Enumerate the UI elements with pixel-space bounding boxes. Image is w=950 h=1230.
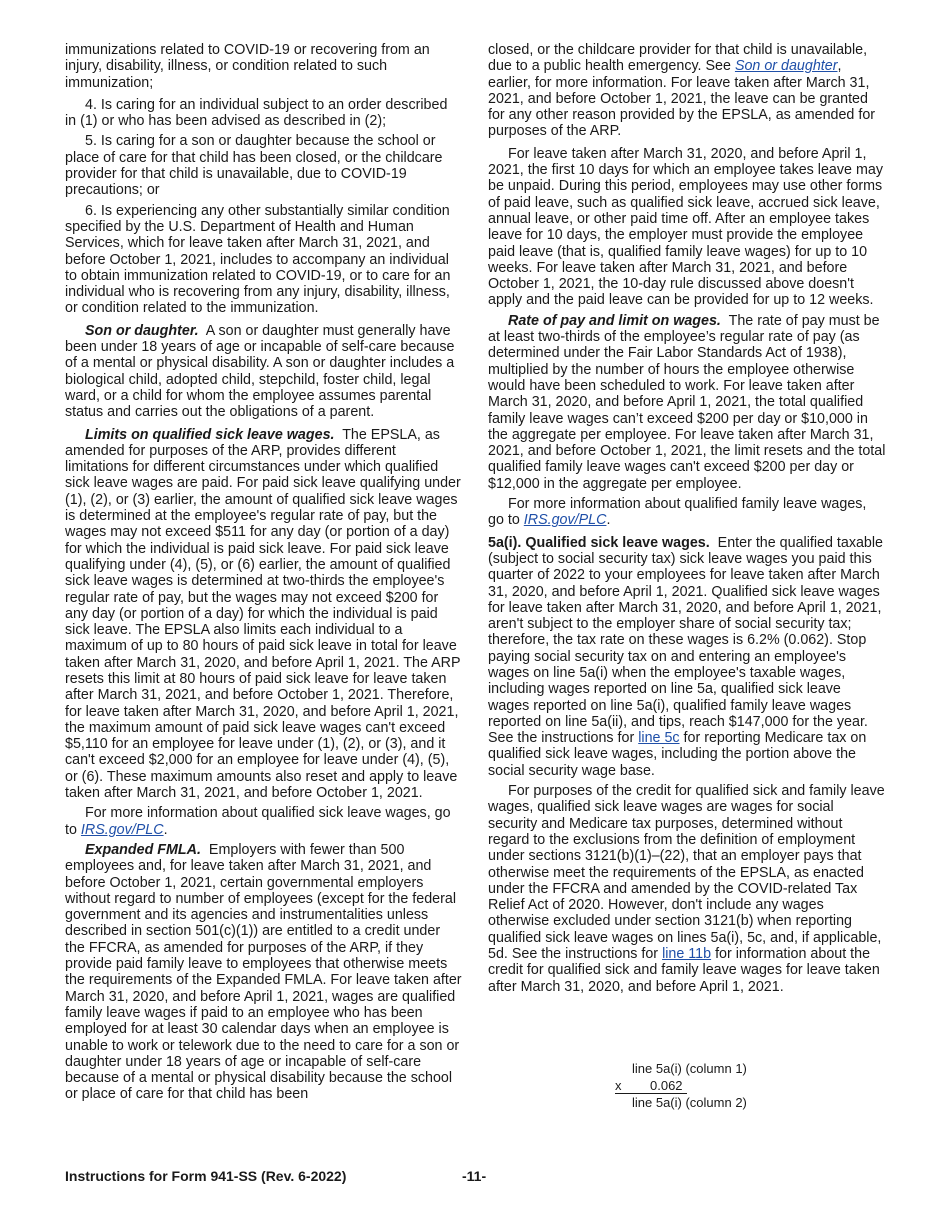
calc-row-3	[615, 1094, 775, 1111]
paragraph-rate-of-pay	[488, 313, 886, 492]
text-credit-b: for information about the credit for qualified sick and family leave wages for leave taken after March 31, 2020, and before April 1, 2021.	[488, 946, 880, 995]
text-5ai-b: for reporting Medicare tax on qualified sick leave wages, including the portion above the social security wage base.	[488, 730, 867, 779]
paragraph-first-10-days: For leave taken after March 31, 2020, and before April 1, 2021, the first 10 days for which an employee takes leave may be unpaid. During this period, employees may use other forms of paid leave, such as qualified sick leave, accrued sick leave, annual leave, or other paid time off. After an employee takes leave for 10 days, the employer must provide the employee paid leave (that is, qualified family leave wages) for up to 10 weeks. For leave taken after March 31, 2021, and before October 1, 2021, the 10-day rule discussed above doesn't apply and the paid leave can be provided for up to 12 weeks.	[488, 145, 883, 309]
paragraph-5ai	[488, 535, 886, 779]
paragraph-item-4: 4. Is caring for an individual subject to an order described in (1) or who has been advised as described in (2);	[65, 96, 448, 130]
text-more-info-sick: For more information about qualified sick leave wages, go to	[65, 805, 451, 838]
calculation-block	[615, 1060, 775, 1111]
heading-limits-sick-leave: Limits on qualified sick leave wages.	[85, 426, 335, 443]
text-more-info-family: For more information about qualified family leave wages, go to	[488, 496, 867, 529]
heading-son-or-daughter: Son or daughter.	[85, 322, 199, 339]
calc-line-5ai-col2: line 5a(i) (column 2)	[632, 1095, 747, 1110]
link-irs-plc-family[interactable]: IRS.gov/PLC	[523, 512, 607, 529]
text-closed-a: closed, or the childcare provider for that child is unavailable, due to a public health emergency. See	[488, 42, 868, 75]
text-son-or-daughter: A son or daughter must generally have been under 18 years of age or incapable of self-care because of a mental or physical disability. A son or daughter includes a biological child, adopted child, stepchild, foster child, legal ward, or a child for whom the employee assumes parental status and carries out the obligations of a parent.	[65, 322, 455, 421]
text-rate-of-pay: The rate of pay must be at least two-thirds of the employee’s regular rate of pay (as determined under the Fair Labor Standards Act of 1938), multiplied by the number of hours the employee otherwise would have been scheduled to work. For leave taken after March 31, 2020, and before April 1, 2021, the total qualified family leave wages can’t exceed $200 per day or $10,000 in the aggregate per employee. For leave taken after March 31, 2021, and before October 1, 2021, the limit resets and the total qualified family leave wages can't exceed $200 per day or $12,000 in the aggregate per employee.	[488, 312, 886, 492]
paragraph-item-5: 5. Is caring for a son or daughter because the school or place of care for that child has been closed, or the childcare provider for that child is unavailable, due to COVID-19 precautions; or	[65, 133, 443, 199]
left-column	[65, 42, 462, 1109]
calc-row-1	[615, 1060, 775, 1077]
calc-multiply-sign: x	[615, 1078, 622, 1093]
calc-rate: 0.062	[650, 1078, 683, 1093]
link-line-5c[interactable]: line 5c	[638, 730, 680, 747]
paragraph-more-info-sick: For more information about qualified sick leave wages, go to IRS.gov/PLC.	[65, 805, 451, 838]
link-irs-plc-sick[interactable]: IRS.gov/PLC	[80, 821, 164, 838]
calc-line-5ai-col1: line 5a(i) (column 1)	[632, 1061, 747, 1076]
paragraph-son-or-daughter	[65, 323, 462, 421]
paragraph-expanded-fmla	[65, 842, 462, 1103]
link-son-or-daughter[interactable]: Son or daughter	[734, 58, 838, 75]
paragraph-item-6: 6. Is experiencing any other substantially similar condition specified by the U.S. Department of Health and Human Services, which for leave taken after March 31, 2021, and before October 1, 2021, includes to accompany an individual to obtain immunization related to COVID-19, or to care for an individual who is recovering from any injury, disability, illness, or condition related to the immunization.	[65, 202, 451, 317]
link-line-11b[interactable]: line 11b	[662, 946, 712, 963]
paragraph-closed-childcare	[488, 42, 886, 140]
calc-row-2	[615, 1077, 775, 1094]
paragraph-credit-purposes	[488, 783, 886, 995]
footer-form-title: Instructions for Form 941-SS (Rev. 6-2022)	[65, 1168, 347, 1184]
text-expanded-fmla: Employers with fewer than 500 employees and, for leave taken after March 31, 2021, and before October 1, 2021, certain governmental employers without regard to number of employees (except for the federal government and its agencies and instrumentalities unless described in section 501(c)(1)) are entitled to a credit under the FFCRA, as amended for purposes of the ARP, if they provide paid family leave to employees that otherwise meets the requirements of the Expanded FMLA. For leave taken after March 31, 2020, and before April 1, 2021, wages are qualified family leave wages if paid to an employee who has been employed for at least 30 calendar days when an employee is unable to work or telework due to the need to care for a son or daughter under 18 years of age or incapable of self-care because of a mental or physical disability because the school or place of care for that child has been	[65, 841, 462, 1103]
paragraph-limits-sick-leave	[65, 427, 462, 802]
paragraph-more-info-family: For more information about qualified family leave wages, go to IRS.gov/PLC.	[488, 496, 867, 529]
right-column	[488, 42, 886, 1001]
heading-rate-of-pay: Rate of pay and limit on wages.	[508, 312, 721, 329]
text-5ai-a: Enter the qualified taxable (subject to social security tax) sick leave wages you paid this quarter of 2022 to your employees for leave taken after March 31, 2020, and before April 1, 2021. Qualified sick leave wages for leave taken after March 31, 2020, and before April 1, 2021, aren't subject to the employer share of social security tax; therefore, the tax rate on these wages is 6.2% (0.062). Stop paying social security tax on and entering an employee's wages on line 5a(i) when the employee's taxable wages, including wages reported on line 5a, qualified sick leave wages reported on line 5a(i), qualified family leave wages reported on line 5a(ii), and tips, reach $147,000 for the year. See the instructions for	[488, 534, 883, 747]
heading-5ai: 5a(i). Qualified sick leave wages.	[488, 534, 710, 551]
footer-page-number: -11-	[462, 1168, 487, 1184]
text-credit-a: For purposes of the credit for qualified sick and family leave wages, qualified sick leave wages are wages for social security and Medicare tax purposes, determined without regard to the exclusions from the definition of employment under sections 3121(b)(1)–(22), that an employer pays that otherwise meet the requirements of the EPSLA, as enacted under the FFCRA and amended by the COVID-related Tax Relief Act of 2020. However, don't include any wages otherwise excluded under section 3121(b) when reporting qualified sick leave wages on lines 5a(i), 5c, and, if applicable, 5d. See the instructions for	[488, 783, 885, 963]
heading-expanded-fmla: Expanded FMLA.	[85, 841, 201, 858]
text-limits-sick-leave: The EPSLA, as amended for purposes of the ARP, provides different limitations for different circumstances under which qualified sick leave wages are paid. For paid sick leave qualifying under (1), (2), or (3) earlier, the amount of qualified sick leave wages is determined at the employee's regular rate of pay, but the wages may not exceed $511 for any day (or portion of a day) for which the individual is paid sick leave. For paid sick leave qualifying under (4), (5), or (6) earlier, the amount of qualified sick leave wages is determined at two-thirds the employee's regular rate of pay, but the wages may not exceed $200 for any day (or portion of a day) for which the individual is paid sick leave. The EPSLA also limits each individual to a maximum of up to 80 hours of paid sick leave in total for leave taken after March 31, 2020, and before April 1, 2021. The ARP resets this limit at 80 hours of paid sick leave for leave taken after March 31, 2021, and before October 1, 2021. Therefore, for leave taken after March 31, 2020, and before April 1, 2021, the maximum amount of paid sick leave wages can't exceed $5,110 for an employee for leave under (1), (2), or (3), and it can't exceed $2,000 for an employee for leave under (4), (5), or (6). These maximum amounts also reset and apply to leave taken after March 31, 2021, and before October 1, 2021.	[65, 426, 461, 802]
paragraph-immunizations: immunizations related to COVID-19 or recovering from an injury, disability, illness, or condition related to such immunization;	[65, 42, 430, 91]
text-closed-b: , earlier, for more information. For leave taken after March 31, 2021, and before October 1, 2021, the leave can be granted for any other reason provided by the EPSLA, as amended for purposes of the ARP.	[488, 58, 876, 140]
